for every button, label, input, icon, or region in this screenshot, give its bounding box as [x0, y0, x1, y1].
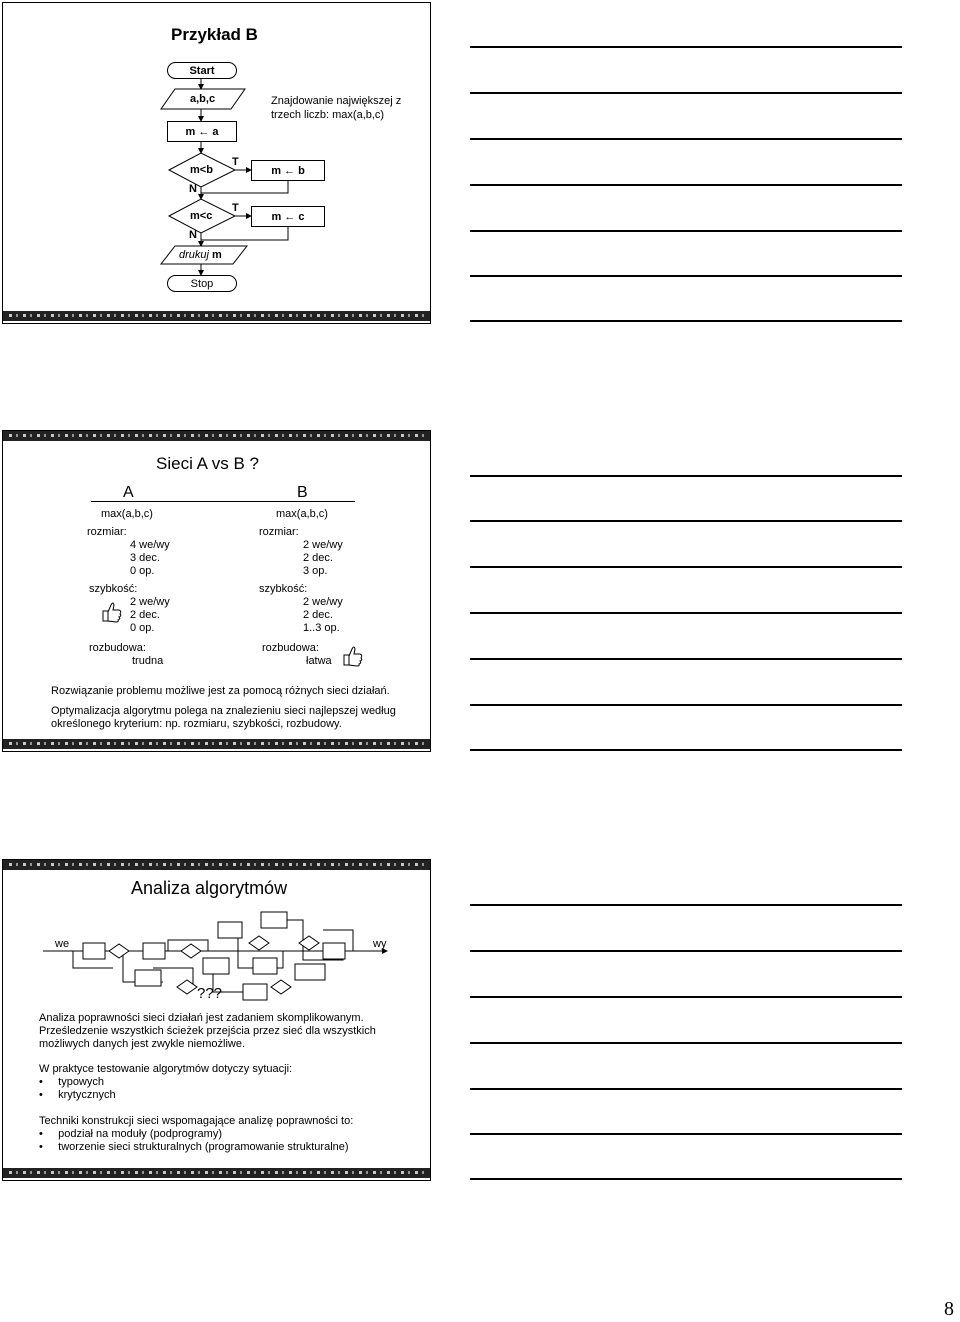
- yes-label: T: [232, 202, 239, 214]
- size-value: 3 op.: [303, 565, 328, 577]
- speed-label: szybkość:: [259, 583, 308, 595]
- note-line: [470, 230, 902, 232]
- assign-box: m ← a: [167, 121, 237, 142]
- no-label: N: [189, 229, 197, 241]
- column-a-header: A: [123, 484, 134, 501]
- slide-footer-bar: [3, 739, 430, 749]
- slide-title: Przykład B: [171, 25, 258, 44]
- stop-terminal: Stop: [167, 275, 237, 292]
- condition-label: m<c: [190, 210, 213, 222]
- ext-value: trudna: [132, 655, 164, 667]
- list-item: • krytycznych: [39, 1089, 116, 1101]
- size-value: 4 we/wy: [130, 539, 170, 551]
- ext-label: rozbudowa:: [89, 642, 146, 654]
- paragraph: Prześledzenie wszystkich ścieżek przejścia przez sieć dla wszystkich: [39, 1025, 376, 1037]
- note-line: [470, 1133, 902, 1135]
- slide-footer-bar: [3, 1168, 430, 1178]
- ext-value: łatwa: [306, 655, 332, 667]
- note-line: [470, 704, 902, 706]
- func-label: max(a,b,c): [276, 508, 328, 520]
- speed-value: 1..3 op.: [303, 622, 340, 634]
- assign-box: m ← b: [251, 160, 325, 181]
- thumbs-up-icon: [344, 647, 362, 666]
- note-line: [470, 1178, 902, 1180]
- paragraph: Optymalizacja algorytmu polega na znalezieniu sieci najlepszej według: [51, 705, 396, 717]
- list-item: • typowych: [39, 1076, 104, 1088]
- note-line: [470, 749, 902, 751]
- thumbs-up-icon: [103, 603, 121, 622]
- note-line: [470, 904, 902, 906]
- output-label: wy: [373, 938, 387, 950]
- input-label: we: [55, 938, 70, 950]
- condition-label: m<b: [190, 164, 213, 176]
- slide-1: [2, 2, 431, 324]
- paragraph: Analiza poprawności sieci działań jest zadaniem skomplikowanym.: [39, 1012, 364, 1024]
- speed-value: 2 we/wy: [303, 596, 343, 608]
- note-line: [470, 950, 902, 952]
- speed-value: 0 op.: [130, 622, 155, 634]
- size-label: rozmiar:: [259, 526, 299, 538]
- start-terminal: Start: [167, 62, 237, 79]
- note-line: [470, 475, 902, 477]
- output-label: drukuj m: [179, 249, 222, 261]
- note-line: [470, 138, 902, 140]
- slide-title: Sieci A vs B ?: [156, 454, 259, 473]
- speed-value: 2 dec.: [130, 609, 160, 621]
- paragraph: Rozwiązanie problemu możliwe jest za pomocą różnych sieci działań.: [51, 685, 390, 697]
- slide-footer-bar: [3, 311, 430, 321]
- assign-box: m ← c: [251, 206, 325, 227]
- size-value: 2 dec.: [303, 552, 333, 564]
- paragraph: W praktyce testowanie algorytmów dotyczy sytuacji:: [39, 1063, 293, 1075]
- slide-3: [2, 859, 431, 1181]
- paragraph: Techniki konstrukcji sieci wspomagające analizę poprawności to:: [39, 1115, 354, 1127]
- note-line: [470, 184, 902, 186]
- list-item: • tworzenie sieci strukturalnych (programowanie strukturalne): [39, 1141, 349, 1153]
- paragraph: określonego kryterium: np. rozmiaru, szybkości, rozbudowy.: [51, 718, 342, 730]
- paragraph: możliwych danych jest zwykle niemożliwe.: [39, 1038, 246, 1050]
- size-value: 2 we/wy: [303, 539, 343, 551]
- note-line: [470, 320, 902, 322]
- note-line: trzech liczb: max(a,b,c): [271, 109, 385, 121]
- note-line: Znajdowanie największej z: [271, 95, 402, 107]
- list-item: • podział na moduły (podprogramy): [39, 1128, 223, 1140]
- thumbs-up-icons: [3, 431, 430, 751]
- slide-title: Analiza algorytmów: [131, 878, 288, 898]
- note-line: [470, 612, 902, 614]
- size-value: 3 dec.: [130, 552, 160, 564]
- note-line: [470, 658, 902, 660]
- note-line: [470, 1042, 902, 1044]
- speed-label: szybkość:: [89, 583, 138, 595]
- ext-label: rozbudowa:: [262, 642, 319, 654]
- size-value: 0 op.: [130, 565, 155, 577]
- note-line: [470, 275, 902, 277]
- note-line: [470, 46, 902, 48]
- func-label: max(a,b,c): [101, 508, 153, 520]
- note-line: [470, 92, 902, 94]
- column-b-header: B: [297, 484, 308, 501]
- note-line: [470, 1088, 902, 1090]
- input-label: a,b,c: [190, 93, 216, 105]
- page-number: 8: [944, 1298, 954, 1320]
- note-line: [470, 566, 902, 568]
- note-line: [470, 520, 902, 522]
- no-label: N: [189, 183, 197, 195]
- speed-value: 2 dec.: [303, 609, 333, 621]
- slide-2: [2, 430, 431, 752]
- yes-label: T: [232, 156, 239, 168]
- question-marks: ???: [197, 985, 223, 1002]
- size-label: rozmiar:: [87, 526, 127, 538]
- speed-value: 2 we/wy: [130, 596, 170, 608]
- note-line: [470, 996, 902, 998]
